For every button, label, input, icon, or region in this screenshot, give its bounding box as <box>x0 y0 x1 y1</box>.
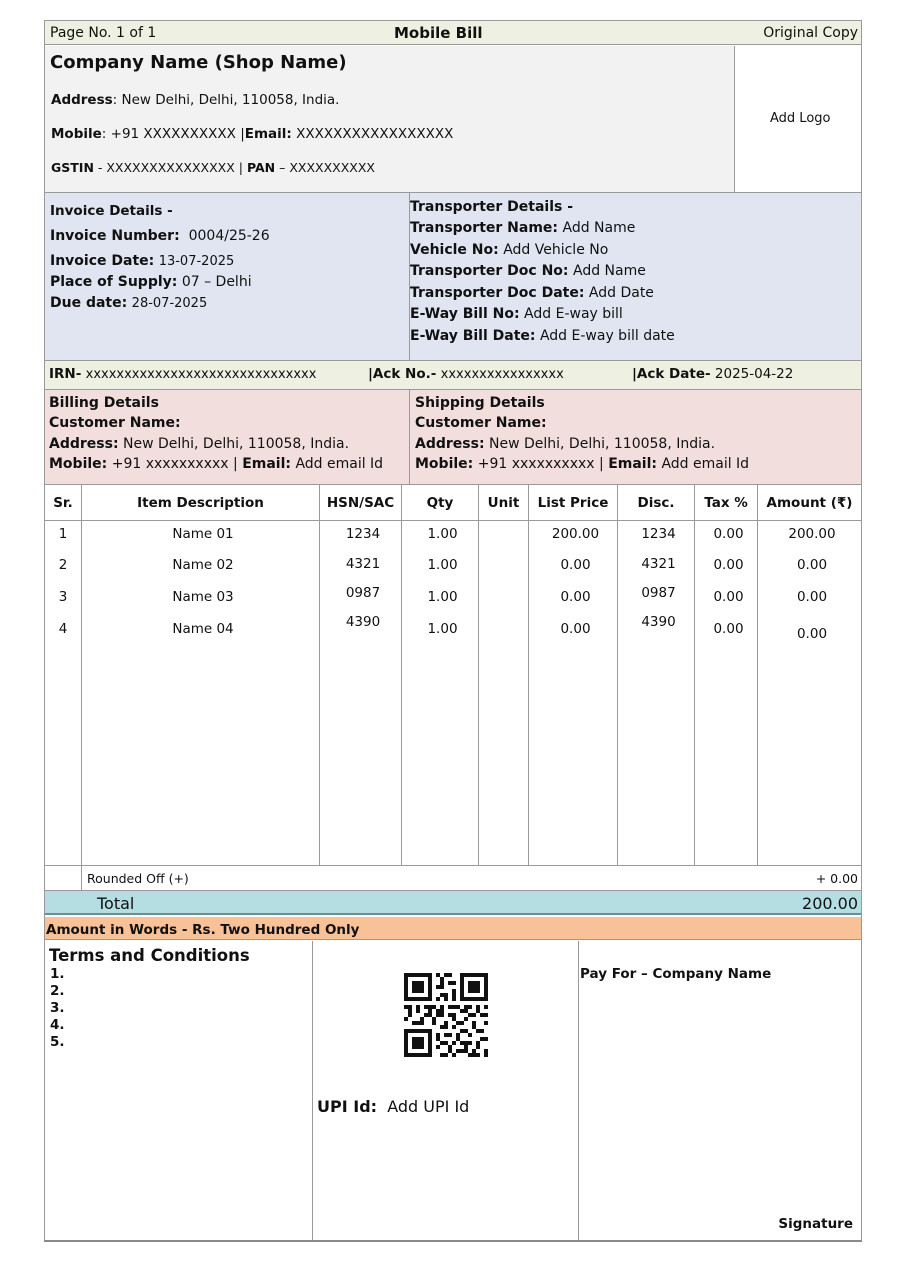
total-value: 200.00 <box>802 894 858 913</box>
company-name: Company Name (Shop Name) <box>50 52 347 73</box>
ack-number: |Ack No.- xxxxxxxxxxxxxxxx <box>368 366 564 382</box>
billing-address: Address: New Delhi, Delhi, 110058, India. <box>49 436 350 452</box>
terms-heading: Terms and Conditions <box>49 946 250 965</box>
irn-number: IRN- xxxxxxxxxxxxxxxxxxxxxxxxxxxxxx <box>49 366 317 382</box>
transporter-doc-no: Transporter Doc No: Add Name <box>410 263 646 279</box>
total-label: Total <box>97 894 135 913</box>
add-logo[interactable]: Add Logo <box>770 111 831 126</box>
billing-customer: Customer Name: <box>49 415 181 431</box>
col-hsn: HSN/SAC <box>326 495 395 511</box>
invoice-number: Invoice Number: 0004/25-26 <box>50 228 270 244</box>
col-sr: Sr. <box>53 495 73 511</box>
shipping-address: Address: New Delhi, Delhi, 110058, India. <box>415 436 716 452</box>
billing-heading: Billing Details <box>49 395 159 411</box>
upi-id: UPI Id: Add UPI Id <box>317 1097 470 1116</box>
billing-contact: Mobile: +91 xxxxxxxxxx | Email: Add email Id <box>49 456 384 472</box>
terms-item: 3. <box>50 1000 65 1016</box>
vehicle-no: Vehicle No: Add Vehicle No <box>410 242 609 258</box>
eway-bill-no: E-Way Bill No: Add E-way bill <box>410 306 623 322</box>
doc-title: Mobile Bill <box>394 24 483 42</box>
eway-bill-date: E-Way Bill Date: Add E-way bill date <box>410 328 675 344</box>
rounded-off-label: Rounded Off (+) <box>87 871 189 886</box>
col-discount: Disc. <box>637 495 675 511</box>
shipping-customer: Customer Name: <box>415 415 547 431</box>
terms-item: 5. <box>50 1034 65 1050</box>
col-description: Item Description <box>137 495 264 511</box>
col-list-price: List Price <box>537 495 609 511</box>
invoice-heading: Invoice Details - <box>50 203 173 219</box>
place-of-supply: Place of Supply: 07 – Delhi <box>50 274 252 290</box>
page-number: Page No. 1 of 1 <box>50 25 157 41</box>
col-amount: Amount (₹) <box>766 495 853 511</box>
col-unit: Unit <box>487 495 520 511</box>
transporter-doc-date: Transporter Doc Date: Add Date <box>410 285 654 301</box>
col-qty: Qty <box>426 495 454 511</box>
terms-item: 2. <box>50 983 65 999</box>
shipping-contact: Mobile: +91 xxxxxxxxxx | Email: Add email Id <box>415 456 750 472</box>
transporter-heading: Transporter Details - <box>410 199 574 215</box>
shipping-heading: Shipping Details <box>415 395 545 411</box>
copy-label: Original Copy <box>763 25 858 41</box>
transporter-name: Transporter Name: Add Name <box>410 220 636 236</box>
signature-label: Signature <box>778 1216 853 1232</box>
total-row <box>45 891 861 915</box>
due-date: Due date: 28-07-2025 <box>50 295 208 311</box>
pay-for: Pay For – Company Name <box>580 966 772 982</box>
qr-code-icon <box>404 973 488 1057</box>
company-tax-ids: GSTIN - XXXXXXXXXXXXXXX | PAN – XXXXXXXXXX <box>51 160 375 175</box>
col-tax: Tax % <box>704 495 748 511</box>
amount-in-words: Amount in Words - Rs. Two Hundred Only <box>46 922 360 938</box>
ack-date: |Ack Date- 2025-04-22 <box>632 366 794 382</box>
rounded-off-value: + 0.00 <box>815 871 858 886</box>
company-contact: Mobile: +91 XXXXXXXXXX |Email: XXXXXXXXXXXXXXXXX <box>51 126 454 142</box>
terms-item: 4. <box>50 1017 65 1033</box>
company-address: Address: New Delhi, Delhi, 110058, India. <box>51 92 340 108</box>
terms-item: 1. <box>50 966 65 982</box>
invoice-date: Invoice Date: 13-07-2025 <box>50 253 235 269</box>
